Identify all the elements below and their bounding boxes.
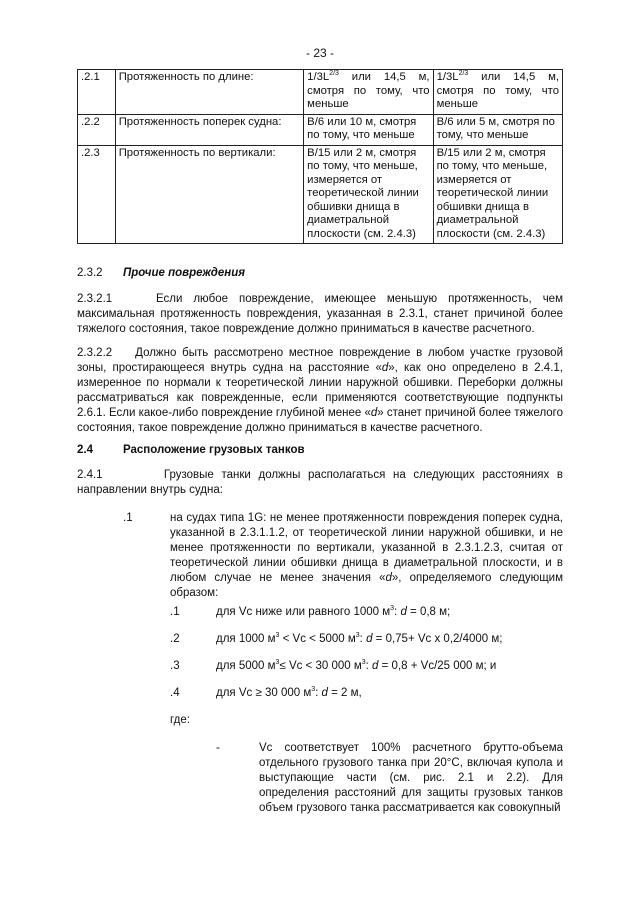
paragraph-number: 2.3.2.1 [77, 293, 113, 305]
row-value-col1: B/15 или 2 м, смотря по тому, что меньше, измеряется от теоретической линии обшивки днища в диаметральной плоскости (см. 2.4.3) [304, 145, 433, 244]
formula-text: для Vc ниже или равного 1000 $м^3$: d = 0,8 м; [216, 605, 451, 618]
formula-number: .2 [170, 633, 180, 645]
where-label: где: [170, 714, 190, 726]
section-title: Прочие повреждения [123, 267, 246, 279]
row-parameter: Протяженность поперек судна: [115, 114, 303, 145]
paragraph-text: Грузовые танки должны располагаться на следующих расстояниях в направлении внутрь судна: [77, 469, 564, 496]
section-number: 2.3.2 [77, 267, 103, 279]
row-number: .2.3 [78, 145, 116, 244]
row-parameter: Протяженность по вертикали: [115, 145, 303, 244]
paragraph-text: Если любое повреждение, имеющее меньшую протяженность, чем максимальная протяженность повреждения, указанная в 2.3.1, станет причиной более тяжелого состояния, такое повреждение должно приниматься в качестве расчетного. [77, 293, 563, 335]
formula-text: для Vc ≥ 30 000 $м^3$: d = 2 м, [216, 686, 362, 699]
formula-text: для 5000 $м^3\le Vc < 30$ 000 $м^3$: d = 0,8 + Vc/25 000 м; и [216, 659, 497, 672]
dash-text: Vc соответствует 100% расчетного брутто-объема отдельного грузового танка при 20°C, включая купола и выступающие части (см. рис. 2.1 и 2.2). Для определения расстояний для защиты грузовых танков объем грузового танка рассматривается как совокупный [259, 742, 563, 814]
row-value-col2: $1/3L^{2/3}$ или 14,5 м, смотря по тому, что меньше [433, 70, 562, 115]
item-text: на судах типа 1G: не менее протяженности повреждения поперек судна, указанной в 2.3.1.1.2, от теоретической линии наружной обшивки, и не менее протяженности по вертикали, указанной в 2.3.1.2.3, считая от теоретической линии обшивки днища в диаметральной плоскости, и в любом случае не менее значения «d», определяемого следующим образом: [170, 512, 564, 599]
paragraph-2-3-2-1 [77, 292, 563, 337]
table-row [78, 114, 563, 145]
page-number: - 23 - [305, 46, 334, 60]
row-parameter: Протяженность по длине: [115, 70, 303, 115]
item-number: .1 [123, 512, 133, 524]
dash-bullet: - [216, 742, 220, 754]
row-number: .2.1 [78, 70, 116, 115]
table-row [78, 145, 563, 244]
formula-text: для 1000 $м^3 < Vc < 5000$ $м^3$: d = 0,75+ Vc x 0,2/4000 м; [216, 632, 503, 645]
paragraph-2-3-2-2: 2.3.2.2 Должно быть рассмотрено местное повреждение в любом участке грузовой зоны, простирающееся внутрь судна на расстояние «d», как оно определено в 2.4.1, измеренное по нормали к теоретической линии наружной обшивки. Переборки должны рассматриваться как поврежденные, если применяются соответствующие подпункты 2.6.1. Если какое-либо повреждение глубиной менее «d» станет причиной более тяжелого состояния, такое повреждение должно приниматься в качестве расчетного. [77, 347, 564, 434]
formula-number: .3 [170, 660, 180, 672]
paragraph-number: 2.3.2.2 [77, 347, 113, 359]
row-value-col2: B/15 или 2 м, смотря по тому, что меньше, измеряется от теоретической линии обшивки днища в диаметральной плоскости (см. 2.4.3) [433, 145, 562, 244]
formula-number: .4 [170, 687, 180, 699]
section-title: Расположение грузовых танков [123, 444, 305, 456]
row-value-col2: B/6 или 5 м, смотря по тому, что меньше [433, 114, 562, 145]
row-number: .2.2 [78, 114, 116, 145]
formula-number: .1 [170, 606, 180, 618]
section-number: 2.4 [77, 444, 93, 456]
paragraph-number: 2.4.1 [77, 469, 103, 481]
paragraph-2-4-1 [77, 468, 563, 498]
damage-extent-table [77, 69, 563, 244]
row-value-col1: B/6 или 10 м, смотря по тому, что меньше [304, 114, 433, 145]
table-row [78, 70, 563, 115]
row-value-col1: $1/3L^{2/3}$ или 14,5 м, смотря по тому, что меньше [304, 70, 433, 115]
